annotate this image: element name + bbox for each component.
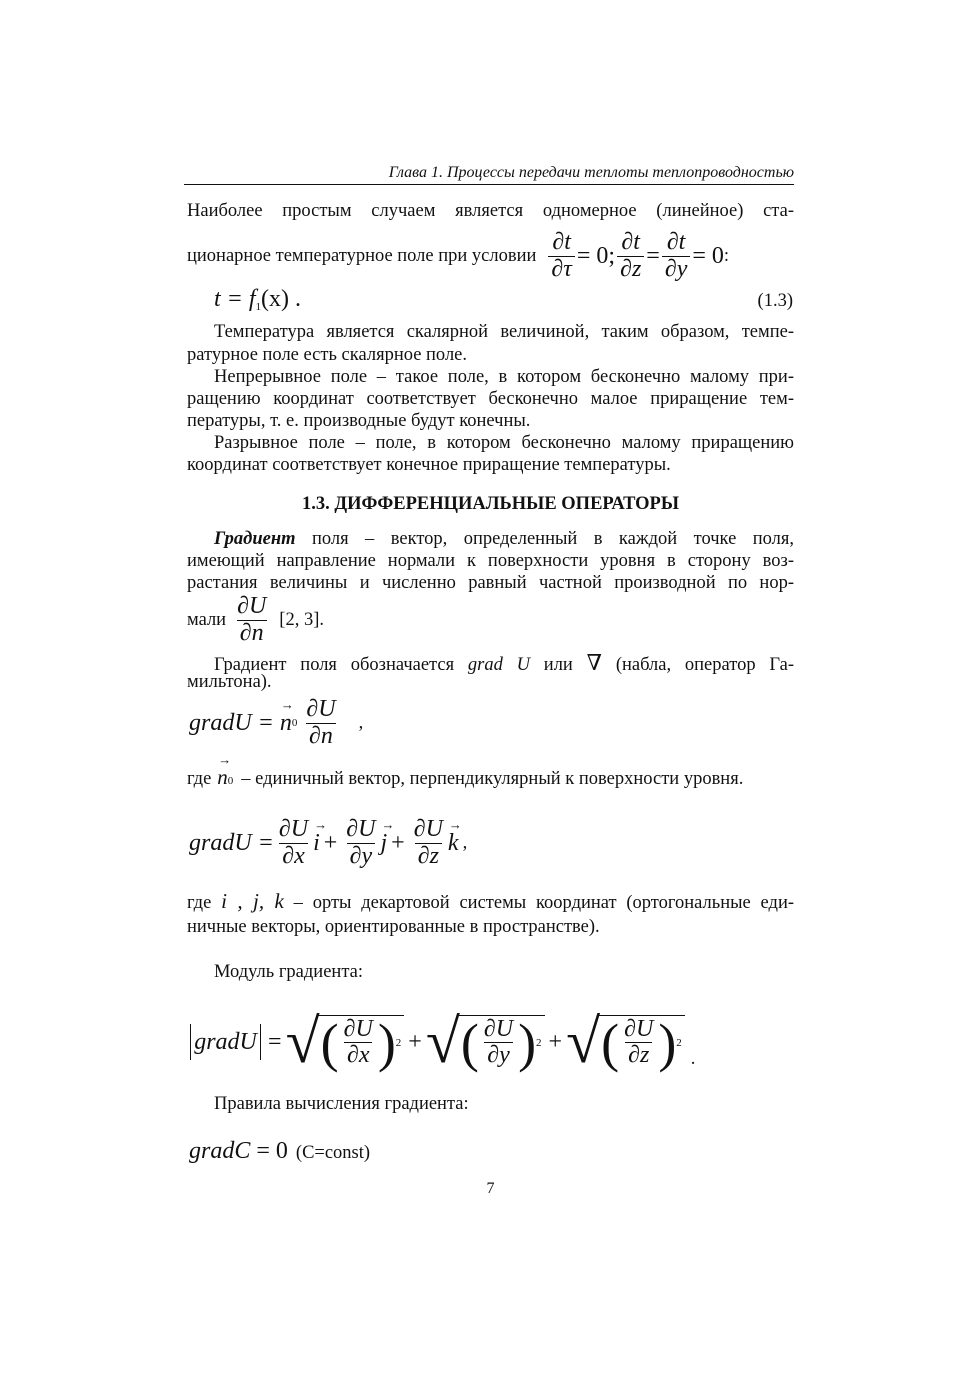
eq-zero: = 0	[576, 242, 609, 269]
gradient-def-line-1	[214, 529, 794, 550]
intro-line-1: Наиболее простым случаем является одномерное (линейное) ста-	[187, 201, 794, 221]
notation-line-2: мильтона).	[187, 672, 272, 692]
where-ijk-line-1: где i , j, k – орты декартовой системы координат (ортогональные еди-	[187, 889, 794, 913]
notation-line-1: Градиент поля обозначается grad U или ∇ (набла, оператор Га-	[214, 650, 794, 675]
eq-sign: =	[646, 242, 660, 269]
gradient-def-line-4: мали $\frac{\partial U}{\partial n}$ [2, 3].	[187, 593, 324, 646]
sqrt-y: √ ( $\frac{\partial U}{\partial y}$ ) 2	[426, 1011, 545, 1073]
frac-dt-dtau: $\frac{\partial t}{\partial\tau}$	[548, 230, 574, 281]
continuous-line-2: ращению координат соответствует бесконечно малое приращение тем-	[187, 389, 794, 409]
rules-label: Правила вычисления градиента:	[214, 1094, 469, 1114]
sqrt-z: √ ( $\frac{\partial U}{\partial z}$ ) 2	[566, 1011, 685, 1073]
where-ijk-line-2: ничные векторы, ориентированные в пространстве).	[187, 917, 600, 937]
continuous-line-3: пературы, т. е. производные будут конечны.	[187, 411, 531, 431]
gradient-def-line-2: имеющий направление нормали к поверхности уровня в сторону воз-	[187, 551, 794, 571]
equation-grad-normal: gradU = → n 0 $\frac{\partial U}{\partial n}$ ,	[189, 694, 363, 752]
equation-1-3: $t = f_1(x)$ .	[214, 286, 302, 313]
sqrt-x: √ ( $\frac{\partial U}{\partial x}$ ) 2	[286, 1011, 405, 1073]
frac-dU-dn: $\frac{\partial U}{\partial n}$	[237, 593, 267, 646]
where-n0-line: где → n 0 – единичный вектор, перпендикулярный к поверхности уровня.	[187, 765, 743, 790]
running-header: Глава 1. Процессы передачи теплоты теплопроводностью	[388, 164, 794, 181]
section-title: 1.3. ДИФФЕРЕНЦИАЛЬНЫЕ ОПЕРАТОРЫ	[301, 494, 680, 514]
colon: :	[723, 245, 730, 266]
frac-dt-dy: $\frac{\partial t}{\partial y}$	[662, 230, 691, 281]
equation-modulus: gradU = √ ( $\frac{\partial U}{\partial x}$ ) 2 + √ ( $\frac{\partial U}{\partial y}$ ) 2 + √ ( $\frac{\partial U}{\partial z}$ ) 2 .	[187, 1004, 695, 1080]
unit-vectors: i , j, k	[221, 889, 284, 913]
discontinuous-line-2: координат соответствует конечное приращение температуры.	[187, 455, 671, 475]
equation-number-1-3: (1.3)	[757, 291, 793, 311]
gradient-def-rest: поля – вектор, определенный в каждой точке поля,	[311, 529, 794, 549]
header-rule	[184, 184, 794, 185]
equation-grad-const: gradC = 0 (C=const)	[189, 1138, 371, 1164]
sep: ;	[608, 242, 616, 269]
modulus-label: Модуль градиента:	[214, 962, 363, 982]
gradient-def-line-3: растания величины и численно равный частной производной по нор-	[187, 573, 794, 593]
scalar-line-1: Температура является скалярной величиной, таким образом, темпе-	[214, 322, 794, 342]
gradient-term: Градиент	[214, 529, 296, 549]
scalar-line-2: ратурное поле есть скалярное поле.	[187, 345, 468, 365]
frac-dt-dz: $\frac{\partial t}{\partial z}$	[617, 230, 644, 281]
nabla-symbol: ∇	[586, 650, 603, 675]
continuous-line-1: Непрерывное поле – такое поле, в котором бесконечно малому при-	[214, 367, 794, 387]
equation-grad-components: gradU = $\frac{\partial U}{\partial x}$ → i + $\frac{\partial U}{\partial y}$ → j + $\frac{\partial U}{\partial z}$ → k ,	[189, 814, 467, 872]
discontinuous-line-1: Разрывное поле – поле, в котором бесконечно малому приращению	[214, 433, 794, 453]
intro-line-2	[187, 228, 729, 284]
intro-line-2-text: ционарное температурное поле при условии	[187, 245, 537, 266]
eq-zero-2: = 0	[692, 242, 724, 269]
page-number: 7	[486, 1180, 495, 1197]
